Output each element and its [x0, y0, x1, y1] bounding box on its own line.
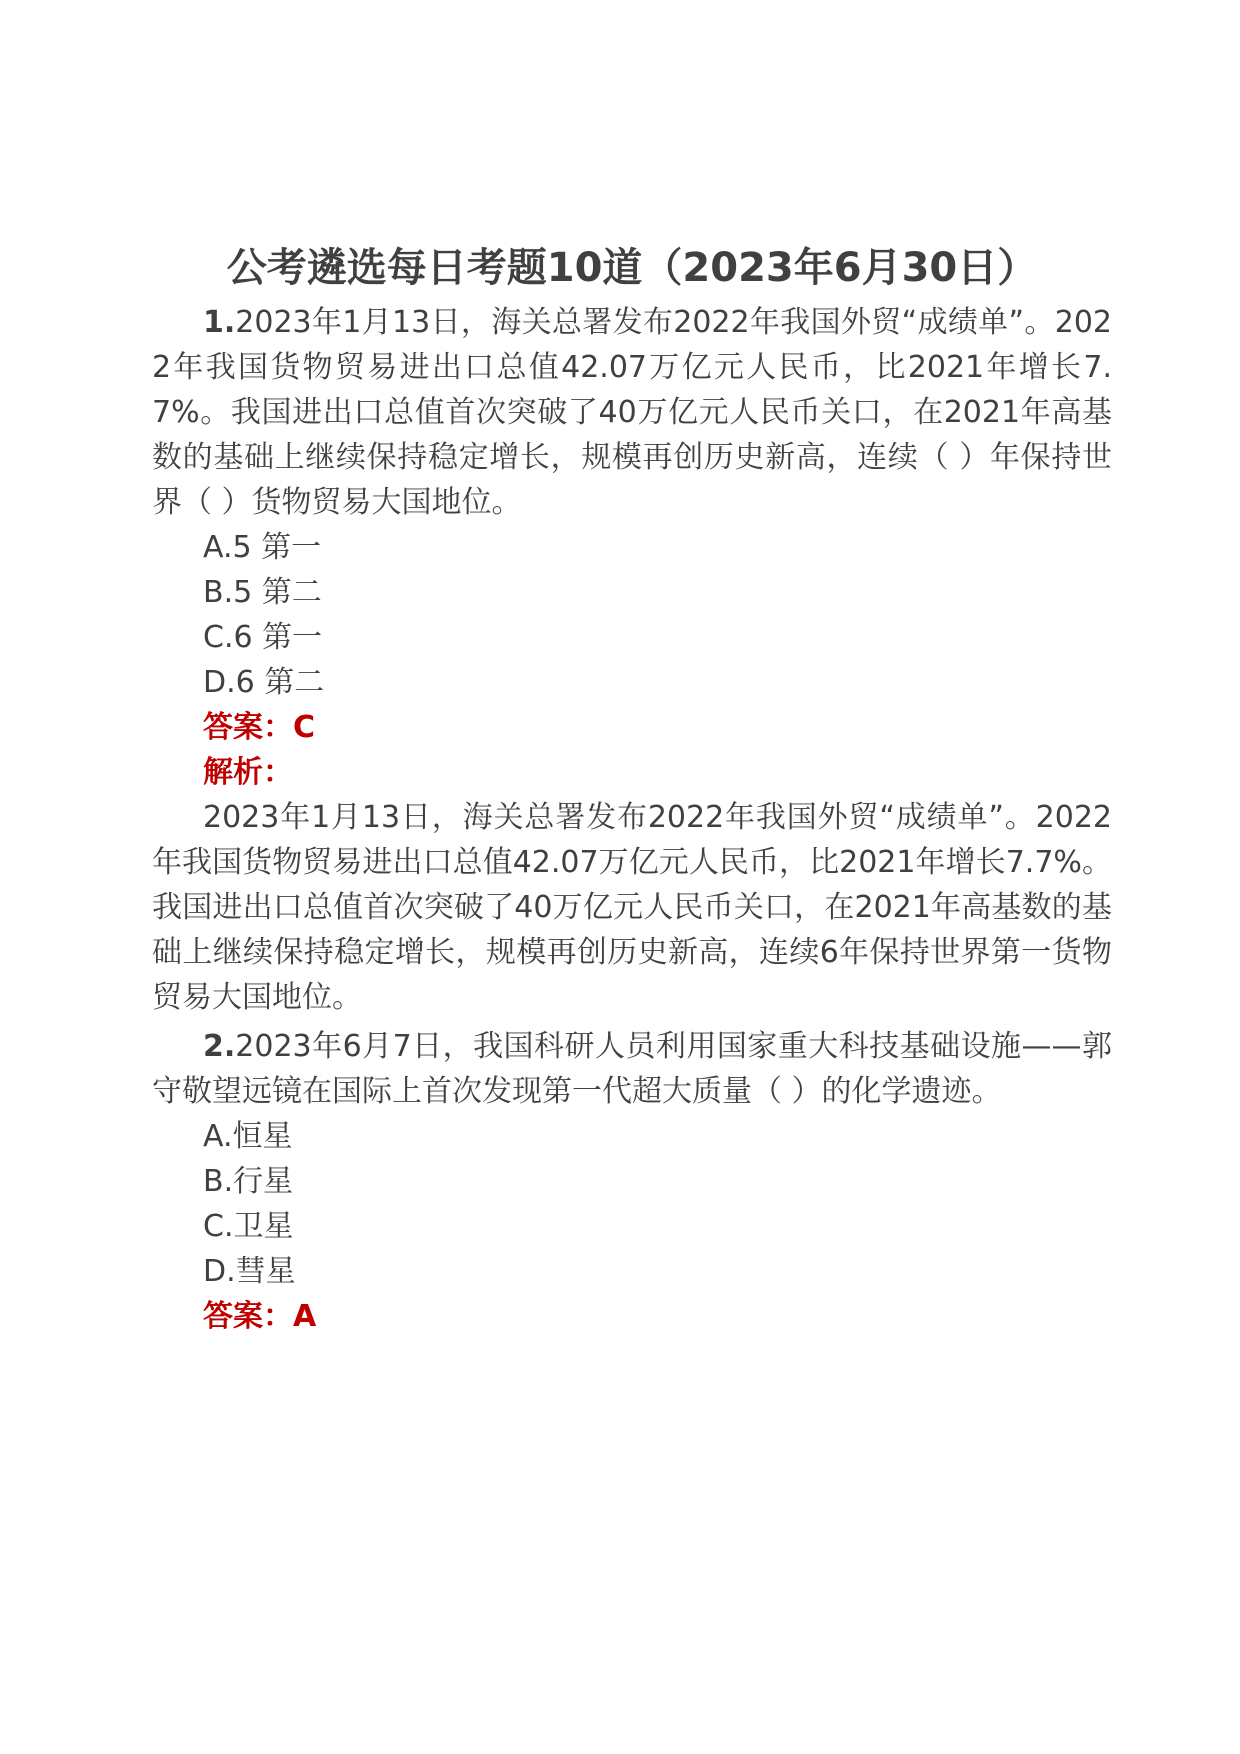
question-1-option-a: A.5 第一 — [203, 530, 322, 565]
question-1-option-b: B.5 第二 — [203, 575, 322, 610]
question-2-stem — [152, 1024, 1112, 1114]
question-2-option-b: B.行星 — [203, 1164, 294, 1199]
question-2-number: 2. — [203, 1029, 236, 1064]
document-title: 公考遴选每日考题10道（2023年6月30日） — [226, 245, 1038, 291]
question-2-text: 2023年6月7日，我国科研人员利用国家重大科技基础设施——郭守敬望远镜在国际上首次发现第一代超大质量（ ）的化学遗迹。 — [152, 1029, 1112, 1109]
question-1-text: 2023年1月13日，海关总署发布2022年我国外贸“成绩单”。2022年我国货物贸易进出口总值42.07万亿元人民币，比2021年增长7.7%。我国进出口总值首次突破了40万亿元人民币关口，在2021年高基数的基础上继续保持稳定增长，规模再创历史新高，连续（ ）年保持世界（ ）货物贸易大国地位。 — [152, 305, 1112, 520]
question-1-analysis-label: 解析： — [203, 755, 293, 790]
document-page — [152, 240, 1112, 1339]
question-1-analysis: 2023年1月13日，海关总署发布2022年我国外贸“成绩单”。2022年我国货物贸易进出口总值42.07万亿元人民币，比2021年增长7.7%。我国进出口总值首次突破了40万亿元人民币关口，在2021年高基数的基础上继续保持稳定增长，规模再创历史新高，连续6年保持世界第一货物贸易大国地位。 — [152, 800, 1112, 1015]
question-1-option-d: D.6 第二 — [203, 665, 325, 700]
question-2-option-c: C.卫星 — [203, 1209, 294, 1244]
question-2-option-d: D.彗星 — [203, 1254, 296, 1289]
question-2-answer: 答案：A — [203, 1299, 317, 1334]
question-2-option-a: A.恒星 — [203, 1119, 293, 1154]
question-1-answer: 答案：C — [203, 710, 316, 745]
question-1-option-c: C.6 第一 — [203, 620, 323, 655]
question-1-stem — [152, 300, 1112, 525]
question-1-number: 1. — [203, 305, 236, 340]
